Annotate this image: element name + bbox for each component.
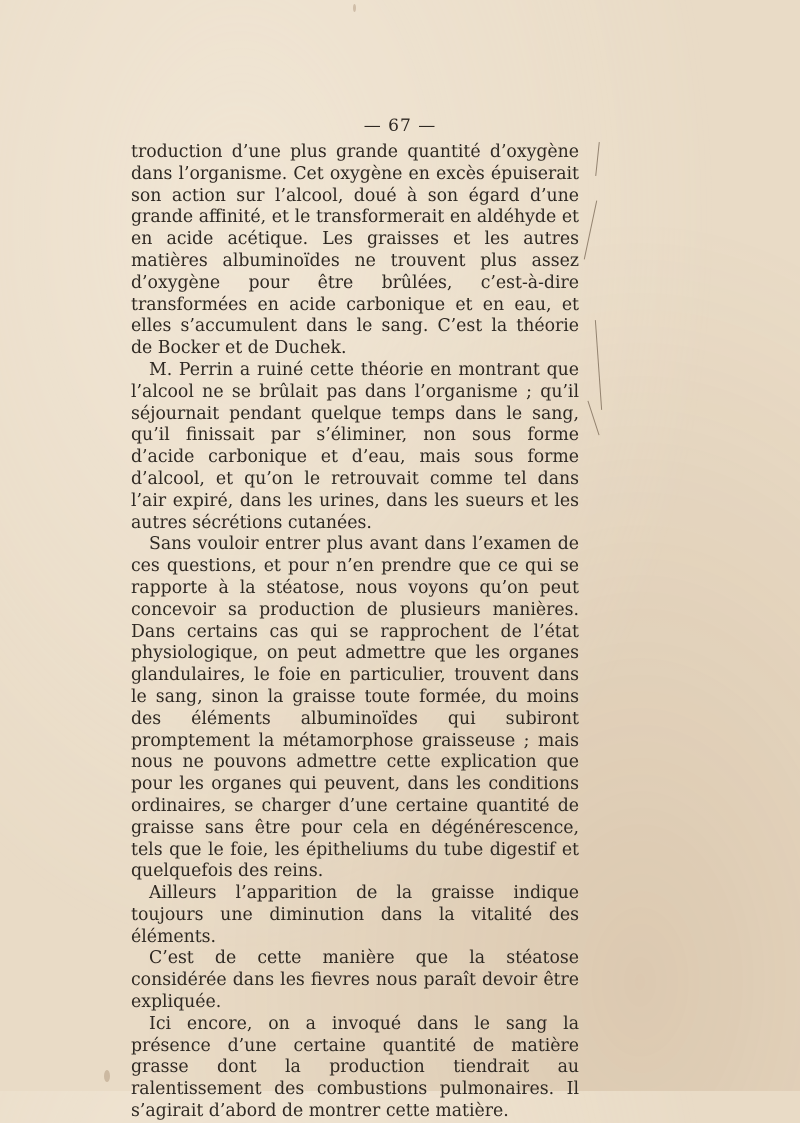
- paragraph-4: Ailleurs l’apparition de la graisse indique toujours une diminution dans la vitalité des éléments.: [131, 883, 579, 947]
- paragraph-2: M. Perrin a ruiné cette théorie en montrant que l’alcool ne se brûlait pas dans l’organisme ; qu’il séjournait pendant quelque temps dans le sang, qu’il finissait par s’éliminer, non sous forme d’acide carbonique et d’eau, mais sous forme d’alcool, et qu’on le retrouvait comme tel dans l’air expiré, dans les urines, dans les sueurs et les autres sécrétions cutanées.: [131, 359, 579, 533]
- body-text: [131, 142, 579, 1123]
- margin-mark: [595, 142, 600, 176]
- margin-mark: [584, 201, 597, 260]
- paragraph-6: Ici encore, on a invoqué dans le sang la présence d’une certaine quantité de matière grasse dont la production tiendrait au ralentissement des combustions pulmonaires. Il s’agirait d’abord de montrer cette matière.: [131, 1013, 579, 1122]
- paper-stain: [353, 4, 356, 12]
- paper-stain: [104, 1070, 110, 1082]
- margin-mark: [595, 320, 602, 410]
- page-number: — 67 —: [363, 116, 437, 136]
- margin-mark: [587, 401, 599, 436]
- paragraph-3: Sans vouloir entrer plus avant dans l’examen de ces questions, et pour n’en prendre que ce qui se rapporte à la stéatose, nous voyons qu’on peut concevoir sa production de plusieurs manières. Dans certains cas qui se rapprochent de l’état physiologique, on peut admettre que les organes glandulaires, le foie en particulier, trouvent dans le sang, sinon la graisse toute formée, du moins des éléments albuminoïdes qui subiront promptement la métamorphose graisseuse ; mais nous ne pouvons admettre cette explication que pour les organes qui peuvent, dans les conditions ordinaires, se charger d’une certaine quantité de graisse sans être pour cela en dégénérescence, tels que le foie, les épitheliums du tube digestif et quelquefois des reins.: [131, 534, 579, 882]
- paragraph-5: C’est de cette manière que la stéatose considérée dans les fievres nous paraît devoir être expliquée.: [131, 948, 579, 1013]
- paragraph-1: troduction d’une plus grande quantité d’oxygène dans l’organisme. Cet oxygène en excès épuiserait son action sur l’alcool, doué à son égard d’une grande affinité, et le transformerait en aldéhyde et en acide acétique. Les graisses et les autres matières albuminoïdes ne trouvent plus assez d’oxygène pour être brûlées, c’est-à-dire transformées en acide carbonique et en eau, et elles s’accumulent dans le sang. C’est la théorie de Bocker et de Duchek.: [131, 142, 579, 359]
